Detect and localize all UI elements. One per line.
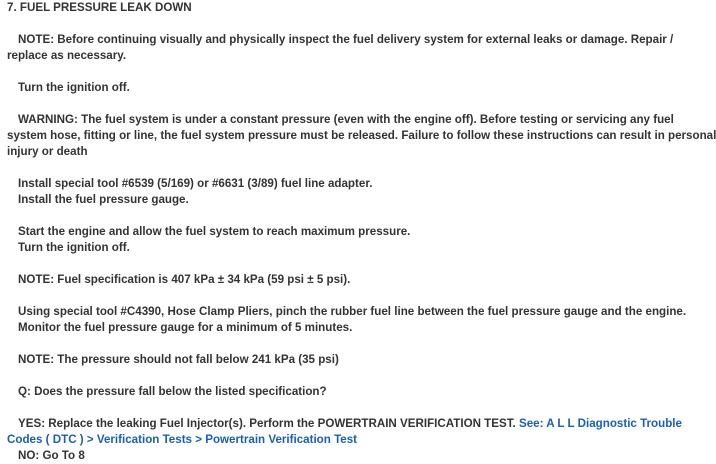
install-tool-instruction: Install special tool #6539 (5/169) or #6631 (3/89) fuel line adapter.: [18, 177, 373, 190]
note-fuel-specification: NOTE: Fuel specification is 407 kPa ± 34 kPa (59 psi ± 5 psi).: [18, 273, 351, 286]
warning-line3: injury or death: [7, 145, 88, 158]
monitor-gauge-instruction: Monitor the fuel pressure gauge for a minimum of 5 minutes.: [18, 321, 353, 334]
yes-answer-text: YES: Replace the leaking Fuel Injector(s). Perform the POWERTRAIN VERIFICATION TEST.: [18, 417, 516, 430]
dtc-link-part1[interactable]: See: A L L Diagnostic Trouble: [518, 417, 682, 430]
warning-line2: system hose, fitting or line, the fuel system pressure must be released. Failure to follow these instructions can result in personal: [7, 129, 716, 142]
yes-answer: [7, 416, 682, 432]
ignition-off-instruction-2: Turn the ignition off.: [18, 241, 130, 254]
step-title: 7. FUEL PRESSURE LEAK DOWN: [7, 1, 192, 14]
note-minimum-pressure: NOTE: The pressure should not fall below 241 kPa (35 psi): [18, 353, 339, 366]
no-answer: NO: Go To 8: [18, 449, 85, 462]
dtc-link-part2[interactable]: Codes ( DTC ) > Verification Tests > Powertrain Verification Test: [7, 433, 358, 446]
note-inspect-line2: replace as necessary.: [7, 49, 127, 62]
install-gauge-instruction: Install the fuel pressure gauge.: [18, 193, 189, 206]
note-inspect-line1: NOTE: Before continuing visually and physically inspect the fuel delivery system for external leaks or damage. Repair /: [18, 33, 674, 46]
question: Q: Does the pressure fall below the listed specification?: [18, 385, 327, 398]
warning-line1: WARNING: The fuel system is under a constant pressure (even with the engine off). Before testing or servicing any fuel: [18, 113, 674, 126]
pinch-line-instruction: Using special tool #C4390, Hose Clamp Pliers, pinch the rubber fuel line between the fuel pressure gauge and the engine.: [18, 305, 687, 318]
start-engine-instruction: Start the engine and allow the fuel system to reach maximum pressure.: [18, 225, 411, 238]
ignition-off-instruction: Turn the ignition off.: [18, 81, 130, 94]
